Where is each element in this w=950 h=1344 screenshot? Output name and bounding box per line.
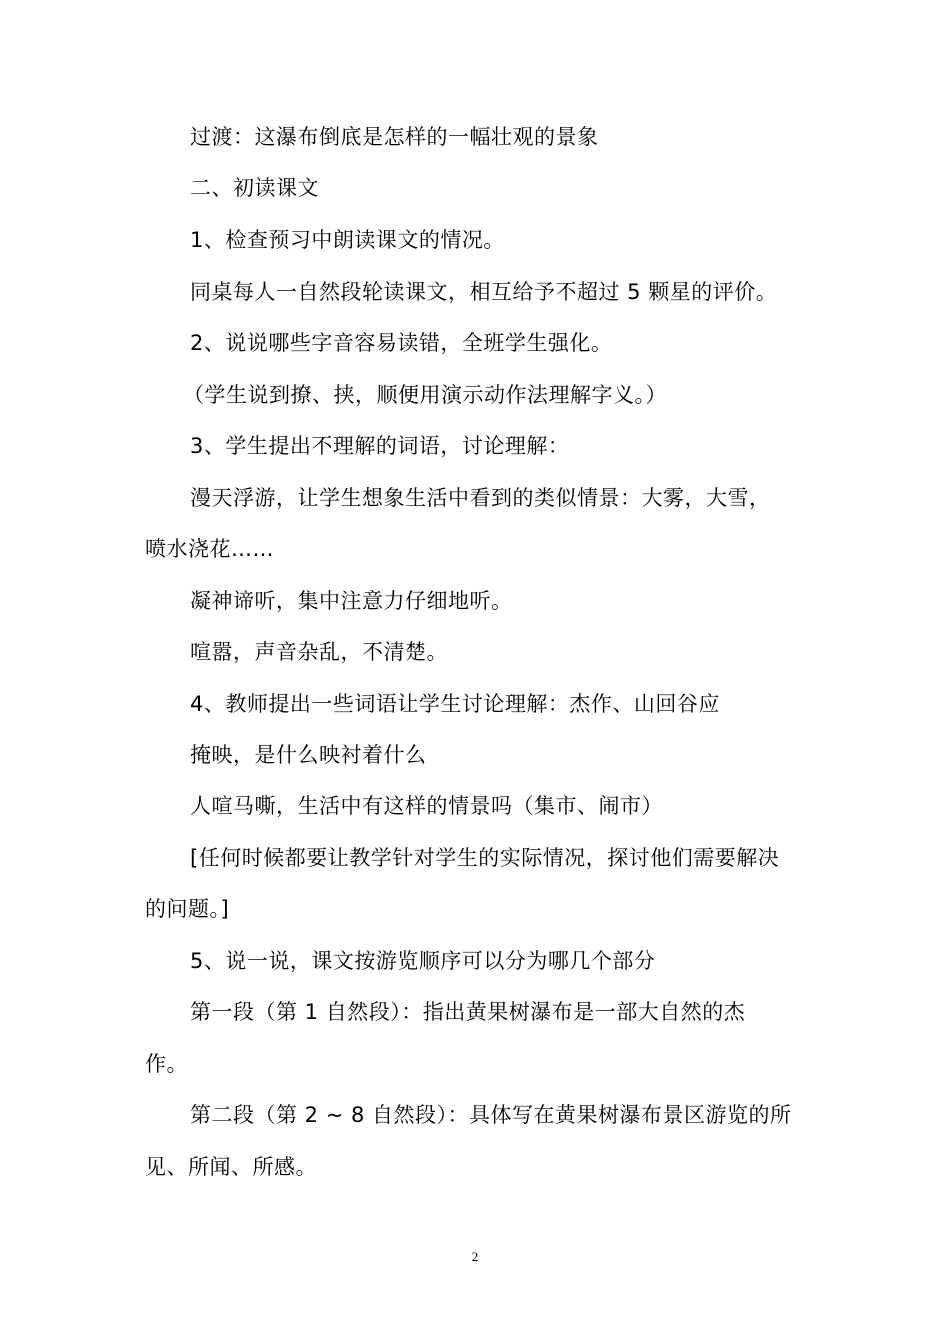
text-line-item-4: 4、教师提出一些词语让学生讨论理解：杰作、山回谷应 bbox=[190, 692, 720, 716]
text-line-vocab-noise: 喧嚣，声音杂乱，不清楚。 bbox=[190, 640, 448, 664]
text-line-vocab-bustle: 人喧马嘶，生活中有这样的情景吗（集市、闹市） bbox=[190, 794, 663, 818]
text-line-item-5: 5、说一说，课文按游览顺序可以分为哪几个部分 bbox=[190, 949, 656, 973]
text-line-item-1: 1、检查预习中朗读课文的情况。 bbox=[190, 228, 505, 252]
text-line-vocab-listen: 凝神谛听，集中注意力仔细地听。 bbox=[190, 589, 513, 613]
section-heading-first-reading: 二、初读课文 bbox=[190, 176, 319, 200]
text-line-parenthetical-note: （学生说到撩、挟，顺便用演示动作法理解字义。） bbox=[183, 383, 667, 407]
text-line-part-one-cont: 作。 bbox=[145, 1052, 188, 1076]
text-line-vocab-floating: 漫天浮游，让学生想象生活中看到的类似情景：大雾，大雪， bbox=[190, 486, 771, 510]
page-number: 2 bbox=[471, 1249, 479, 1264]
text-line-item-2: 2、说说哪些字音容易读错，全班学生强化。 bbox=[190, 331, 613, 355]
text-line-part-two-cont: 见、所闻、所感。 bbox=[145, 1155, 317, 1179]
text-line-transition: 过渡：这瀑布倒底是怎样的一幅壮观的景象 bbox=[190, 125, 599, 149]
text-line-part-two: 第二段（第 2 ~ 8 自然段）：具体写在黄果树瀑布景区游览的所 bbox=[190, 1103, 792, 1127]
text-line-peer-reading: 同桌每人一自然段轮读课文，相互给予不超过 5 颗星的评价。 bbox=[190, 280, 778, 304]
text-line-part-one: 第一段（第 1 自然段）：指出黄果树瀑布是一部大自然的杰 bbox=[190, 1000, 746, 1024]
text-line-vocab-reflect: 掩映，是什么映衬着什么 bbox=[190, 743, 427, 767]
text-line-teaching-note-cont: 的问题。] bbox=[145, 897, 230, 921]
text-line-vocab-floating-cont: 喷水浇花…… bbox=[145, 537, 274, 561]
text-line-teaching-note: [任何时候都要让教学针对学生的实际情况，探讨他们需要解决 bbox=[190, 846, 780, 870]
text-line-item-3: 3、学生提出不理解的词语，讨论理解： bbox=[190, 434, 570, 458]
